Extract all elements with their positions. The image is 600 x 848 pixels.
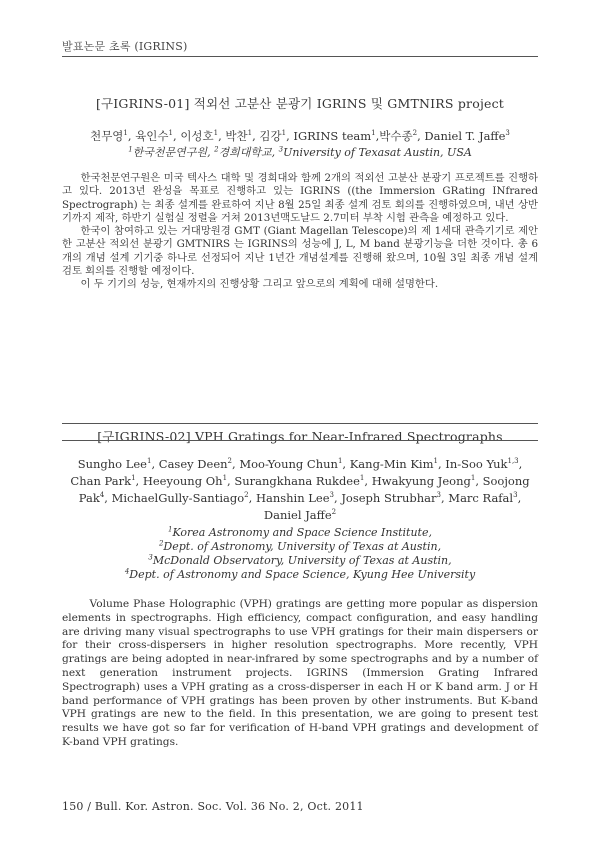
affiliation: $^3$McDonald Observatory, University of Texas at Austin, — [148, 553, 452, 567]
page-footer: 150 / Bull. Kor. Astron. Soc. Vol. 36 No. 2, Oct. 2011 — [62, 800, 364, 813]
paragraph: Volume Phase Holographic (VPH) gratings are getting more popular as dispersion elements in spectrographs. High efficiency, compact configuration, and easy handling are driving many visual spectrographs to use VPH gratings for their main dispersers or for their cross-dispersers in higher resolution spectrographs. More recently, VPH gratings are being adopted in near-infrared by some spectrographs and by a number of next generation instrument projects. IGRINS (Immersion Grating Infrared Spectrograph) uses a VPH grating as a cross-disperser in each H or K band arm. J or H band performance of VPH gratings has been proven by other instruments. But K-band VPH gratings are new to the field. In this presentation, we are going to present test results we have got so far for verification of H-band VPH gratings and development of K-band VPH gratings. — [62, 598, 538, 748]
author: Moo-Young Chun$^1$ — [239, 457, 343, 471]
header-rule — [62, 56, 538, 57]
section-divider-bottom — [62, 440, 538, 441]
author: In-Soo Yuk$^{1,3}$ — [445, 457, 519, 471]
author: Soojong Pak$^4$ — [78, 474, 530, 505]
affiliation: $^2$Dept. of Astronomy, University of Texas at Austin, — [158, 539, 442, 553]
author: Hanshin Lee$^3$ — [255, 491, 334, 505]
abstract-2-body — [62, 598, 538, 750]
author: IGRINS team$^1$ — [293, 129, 376, 143]
author: 천무영$^1$ — [90, 129, 128, 143]
abstract-2-title-band — [62, 427, 538, 445]
abstract-2-affiliations — [62, 526, 538, 582]
paragraph: 한국이 참여하고 있는 거대망원경 GMT (Giant Magellan Telescope)의 제 1세대 관측기기로 제안한 고분산 적외선 분광기 GMTNIRS 는 IGRINS의 성능에 J, L, M band 분광기능을 더한 것이다. 총 6개의 개념 설계 기기중 하나로 선정되어 지난 1년간 개념설계를 진행해 왔으며, 10월 3일 최종 개념 설계 검토 회의를 진행할 예정이다. — [62, 225, 538, 278]
paragraph: 이 두 기기의 성능, 현재까지의 진행상황 그리고 앞으로의 계획에 대해 설명한다. — [80, 278, 439, 291]
abstract-1 — [62, 94, 538, 292]
author: Daniel Jaffe$^2$ — [263, 508, 337, 522]
abstract-1-affiliations: $^1$한국천문연구원, $^2$경희대학교, $^3$University of Texasat Austin, USA — [128, 145, 472, 159]
section-divider-top — [62, 423, 538, 424]
author: Chan Park$^1$ — [70, 474, 136, 488]
author: MichaelGully-Santiago$^2$ — [111, 491, 249, 505]
author: Joseph Strubhar$^3$ — [341, 491, 441, 505]
author: Kang-Min Kim$^1$ — [349, 457, 438, 471]
author: 박찬$^1$ — [225, 129, 253, 143]
abstract-1-body — [62, 172, 538, 292]
author: Heeyoung Oh$^1$ — [142, 474, 228, 488]
author: Hwakyung Jeong$^1$ — [371, 474, 476, 488]
author: Sungho Lee$^1$ — [77, 457, 152, 471]
abstract-2 — [62, 456, 538, 750]
affiliation: $^4$Dept. of Astronomy and Space Science, Kyung Hee University — [124, 567, 476, 581]
running-header: 발표논문 초록 (IGRINS) — [62, 40, 188, 53]
author: Marc Rafal$^3$ — [448, 491, 518, 505]
abstract-1-title: [구IGRINS-01] 적외선 고분산 분광기 IGRINS 및 GMTNIRS project — [95, 96, 505, 111]
abstract-2-title: [구IGRINS-02] VPH Gratings for Near-Infrared Spectrographs — [97, 429, 503, 444]
author: 이성호$^1$ — [180, 129, 219, 143]
author: 박수종$^2$ — [379, 129, 418, 143]
abstract-2-authors: Sungho Lee$^1$, Casey Deen$^2$, Moo-Young Chun$^1$, Kang-Min Kim$^1$, In-Soo Yuk$^{1,3}$, Chan Park$^1$, Heeyoung Oh$^1$, Surangkhana Rukdee$^1$, Hwakyung Jeong$^1$, Soojong Pak$^4$, MichaelGully-Santiago$^2$, Hanshin Lee$^3$, Joseph Strubhar$^3$, Marc Rafal$^3$, Daniel Jaffe$^2$ — [70, 457, 530, 522]
abstract-1-authors: 천무영$^1$, 육인수$^1$, 이성호$^1$, 박찬$^1$, 김강$^1$, IGRINS team$^1$,박수종$^2$, Daniel T. Jaffe$^3$ — [90, 129, 510, 143]
author: Daniel T. Jaffe$^3$ — [424, 129, 510, 143]
paragraph: 한국천문연구원은 미국 텍사스 대학 및 경희대와 함께 2개의 적외선 고분산 분광기 프로젝트를 진행하고 있다. 2013년 완성을 목표로 진행하고 있는 IGRINS ((the Immersion GRating INfrared Spectrograph) 는 최종 설계를 완료하여 지난 8월 25일 최종 설계 검토 회의를 진행하였으며, 내년 상반기까지 제작, 하반기 실험실 정렬을 거쳐 2013년맥도날드 2.7미터 부착 시험 관측을 예정하고 있다. — [62, 172, 538, 224]
author: Surangkhana Rukdee$^1$ — [234, 474, 365, 488]
author: 김강$^1$ — [259, 129, 287, 143]
author: 육인수$^1$ — [135, 129, 173, 143]
affiliation: $^1$Korea Astronomy and Space Science Institute, — [168, 525, 432, 539]
author: Casey Deen$^2$ — [158, 457, 233, 471]
